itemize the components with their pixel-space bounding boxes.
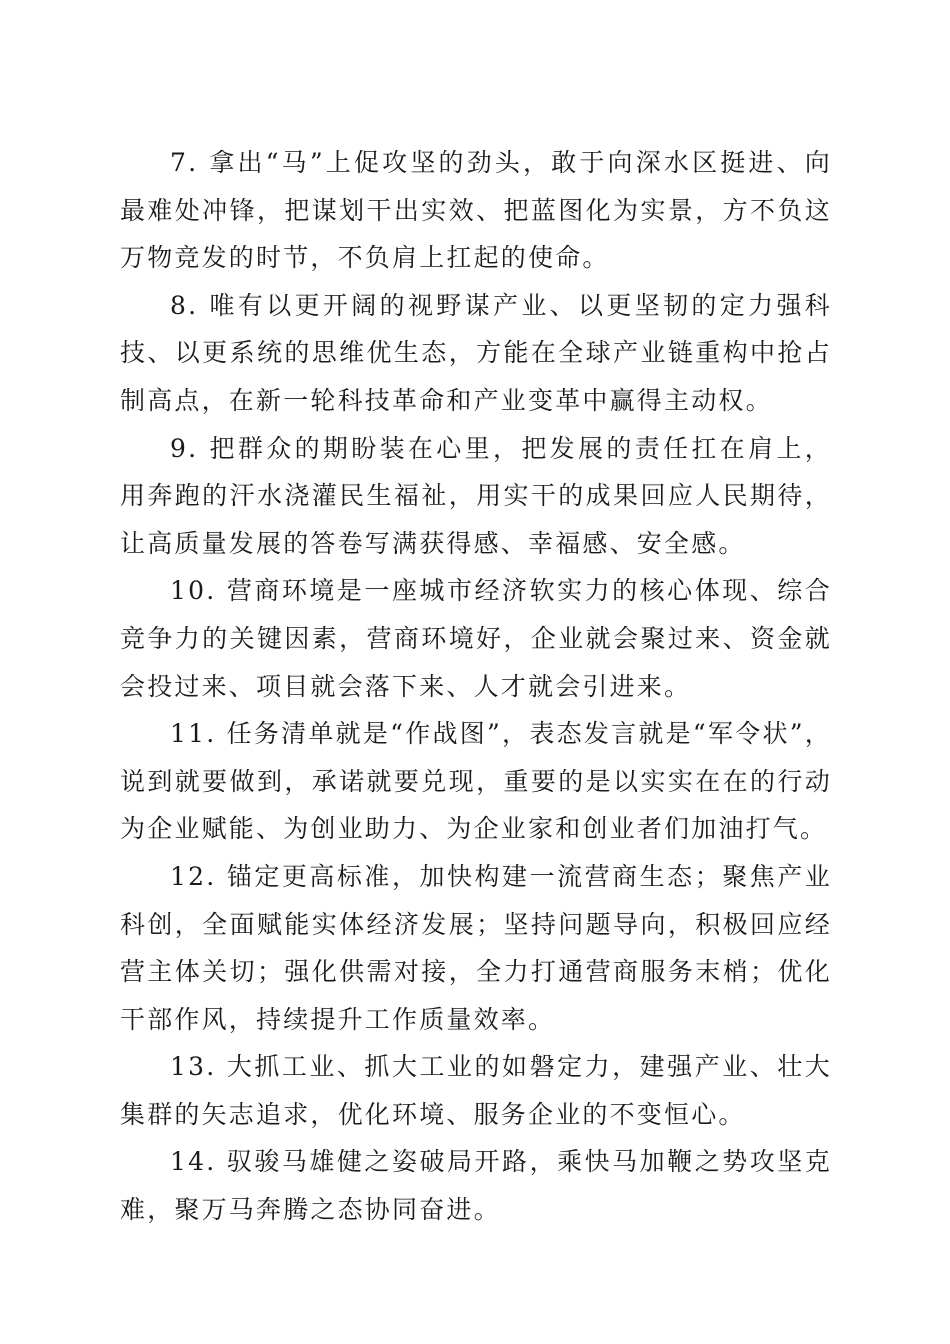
paragraph-10: 10. 营商环境是一座城市经济软实力的核心体现、综合竞争力的关键因素，营商环境好，企业就会聚过来、资金就会投过来、项目就会落下来、人才就会引进来。 [120, 576, 832, 701]
paragraph-8: 8. 唯有以更开阔的视野谋产业、以更坚韧的定力强科技、以更系统的思维优生态，方能在全球产业链重构中抢占制高点，在新一轮科技革命和产业变革中赢得主动权。 [120, 290, 832, 415]
paragraph-14: 14. 驭骏马雄健之姿破局开路，乘快马加鞭之势攻坚克难，聚万马奔腾之态协同奋进。 [120, 1147, 832, 1225]
paragraph-9: 9. 把群众的期盼装在心里，把发展的责任扛在肩上，用奔跑的汗水浇灌民生福祉，用实干的成果回应人民期待，让高质量发展的答卷写满获得感、幸福感、安全感。 [120, 433, 832, 558]
paragraph-7: 7. 拿出“马”上促攻坚的劲头，敢于向深水区挺进、向最难处冲锋，把谋划干出实效、把蓝图化为实景，方不负这万物竞发的时节，不负肩上扛起的使命。 [120, 148, 832, 273]
paragraph-11: 11. 任务清单就是“作战图”，表态发言就是“军令状”，说到就要做到，承诺就要兑现，重要的是以实实在在的行动为企业赋能、为创业助力、为企业家和创业者们加油打气。 [120, 719, 832, 844]
paragraph-13: 13. 大抓工业、抓大工业的如磐定力，建强产业、壮大集群的矢志追求，优化环境、服务企业的不变恒心。 [120, 1052, 832, 1129]
document-body [120, 139, 832, 1234]
paragraph-12: 12. 锚定更高标准，加快构建一流营商生态；聚焦产业科创，全面赋能实体经济发展；坚持问题导向，积极回应经营主体关切；强化供需对接，全力打通营商服务末梢；优化干部作风，持续提升工作质量效率。 [120, 861, 832, 1034]
